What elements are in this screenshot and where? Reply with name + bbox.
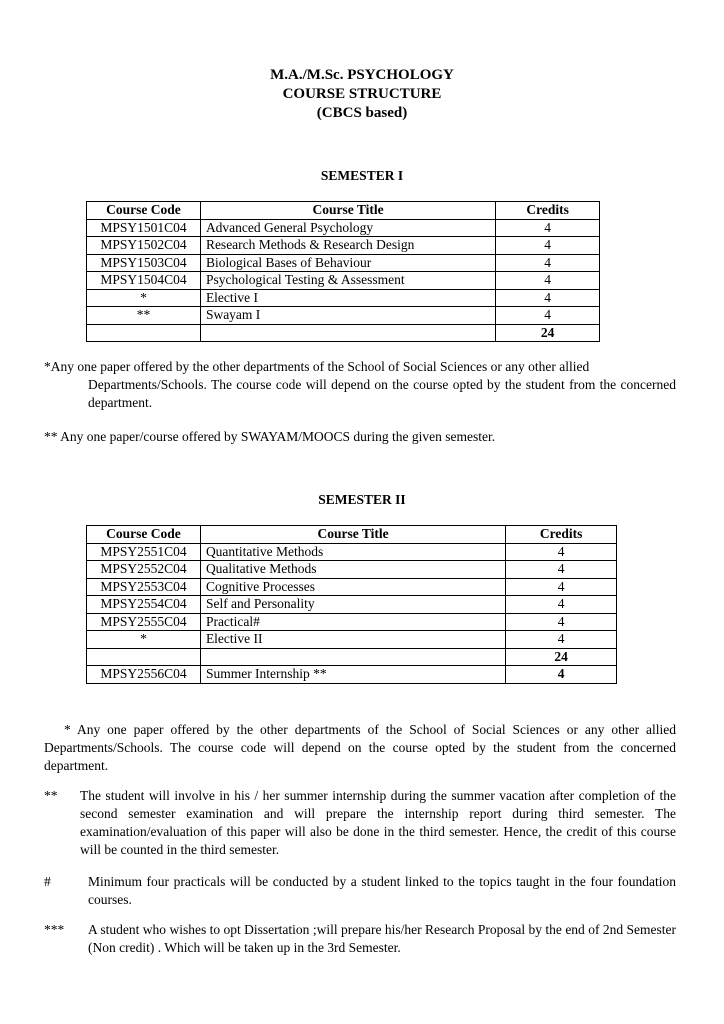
table-row: [87, 307, 600, 325]
table-row: [87, 289, 600, 307]
title-line-2: COURSE STRUCTURE: [282, 86, 442, 102]
course-credits: 4: [506, 543, 617, 561]
empty-cell: [200, 648, 505, 666]
course-code: MPSY2552C04: [87, 561, 201, 579]
course-code: MPSY1501C04: [87, 219, 201, 237]
note-marker: **: [44, 788, 58, 803]
course-credits: 4: [496, 254, 600, 272]
header-course-code: Course Code: [87, 202, 201, 220]
note-text: Minimum four practicals will be conducted by a student linked to the topics taught in the four foundation courses.: [88, 874, 676, 907]
note-first-line: *Any one paper offered by the other departments of the School of Social Sciences or any other allied: [44, 359, 590, 374]
total-row: [87, 648, 617, 666]
semester-1-note-swayam: ** Any one paper/course offered by SWAYAM/MOOCS during the given semester.: [44, 429, 496, 444]
semester-2-note-internship: [44, 787, 676, 859]
semester-1-table: [86, 201, 600, 342]
course-title: Self and Personality: [200, 596, 505, 614]
table-row: [87, 237, 600, 255]
course-title: Qualitative Methods: [200, 561, 505, 579]
course-title: Summer Internship **: [200, 666, 505, 684]
note-marker: #: [44, 874, 51, 889]
table-row: [87, 219, 600, 237]
note-continuation: Departments/Schools. The course code will depend on the course opted by the student from the concerned department.: [88, 377, 676, 410]
course-code: *: [87, 289, 201, 307]
table-row: [87, 272, 600, 290]
table-row: [87, 666, 617, 684]
course-title: Swayam I: [200, 307, 495, 325]
table-row: [87, 543, 617, 561]
total-credits: 24: [496, 324, 600, 342]
course-code: MPSY2553C04: [87, 578, 201, 596]
table-header-row: [87, 202, 600, 220]
header-course-title: Course Title: [200, 202, 495, 220]
course-title: Biological Bases of Behaviour: [200, 254, 495, 272]
title-line-1: M.A./M.Sc. PSYCHOLOGY: [270, 67, 454, 83]
course-code: MPSY2555C04: [87, 613, 201, 631]
header-credits: Credits: [496, 202, 600, 220]
table-row: [87, 561, 617, 579]
semester-2-heading: SEMESTER II: [318, 492, 406, 507]
empty-cell: [87, 648, 201, 666]
note-text: A student who wishes to opt Dissertation ;will prepare his/her Research Proposal by the end of 2nd Semester (Non credit) . Which will be taken up in the 3rd Semester.: [88, 922, 676, 955]
course-credits: 4: [506, 561, 617, 579]
title-line-3: (CBCS based): [316, 105, 408, 121]
course-title: Advanced General Psychology: [200, 219, 495, 237]
course-title: Elective II: [200, 631, 505, 649]
course-code: MPSY1504C04: [87, 272, 201, 290]
course-title: Elective I: [200, 289, 495, 307]
table-row: [87, 254, 600, 272]
table-row: [87, 596, 617, 614]
course-credits: 4: [506, 613, 617, 631]
semester-2-note-elective: * Any one paper offered by the other departments of the School of Social Sciences or any other allied Departments/Schools. The course code will depend on the course opted by the student from the concerned department.: [44, 722, 676, 773]
course-title: Cognitive Processes: [200, 578, 505, 596]
total-row: [87, 324, 600, 342]
table-row: [87, 631, 617, 649]
course-credits: 4: [506, 666, 617, 684]
note-marker: ***: [44, 922, 65, 937]
semester-2-note-dissertation: [44, 921, 676, 957]
header-credits: Credits: [506, 526, 617, 544]
semester-1-note-elective: [44, 358, 676, 412]
course-credits: 4: [496, 289, 600, 307]
table-row: [87, 578, 617, 596]
semester-2-table: [86, 525, 617, 684]
course-code: MPSY2556C04: [87, 666, 201, 684]
course-code: MPSY2554C04: [87, 596, 201, 614]
course-credits: 4: [496, 237, 600, 255]
course-title: Research Methods & Research Design: [200, 237, 495, 255]
course-title: Psychological Testing & Assessment: [200, 272, 495, 290]
total-credits: 24: [506, 648, 617, 666]
note-text: The student will involve in his / her summer internship during the summer vacation after completion of the second semester examination and will prepare the internship report during third semester. The examination/evaluation of this paper will also be done in the third semester. Hence, the credit of this course will be counted in the third semester.: [80, 788, 676, 857]
course-credits: 4: [506, 631, 617, 649]
course-credits: 4: [496, 307, 600, 325]
course-code: **: [87, 307, 201, 325]
course-title: Practical#: [200, 613, 505, 631]
table-header-row: [87, 526, 617, 544]
course-credits: 4: [496, 219, 600, 237]
course-credits: 4: [506, 596, 617, 614]
course-code: MPSY1503C04: [87, 254, 201, 272]
semester-2-note-practicals: [44, 873, 676, 909]
course-credits: 4: [506, 578, 617, 596]
table-row: [87, 613, 617, 631]
document-title: [0, 66, 724, 123]
course-code: MPSY1502C04: [87, 237, 201, 255]
course-code: MPSY2551C04: [87, 543, 201, 561]
course-code: *: [87, 631, 201, 649]
course-title: Quantitative Methods: [200, 543, 505, 561]
course-credits: 4: [496, 272, 600, 290]
empty-cell: [87, 324, 201, 342]
semester-1-heading: SEMESTER I: [320, 168, 404, 183]
header-course-title: Course Title: [200, 526, 505, 544]
header-course-code: Course Code: [87, 526, 201, 544]
empty-cell: [200, 324, 495, 342]
